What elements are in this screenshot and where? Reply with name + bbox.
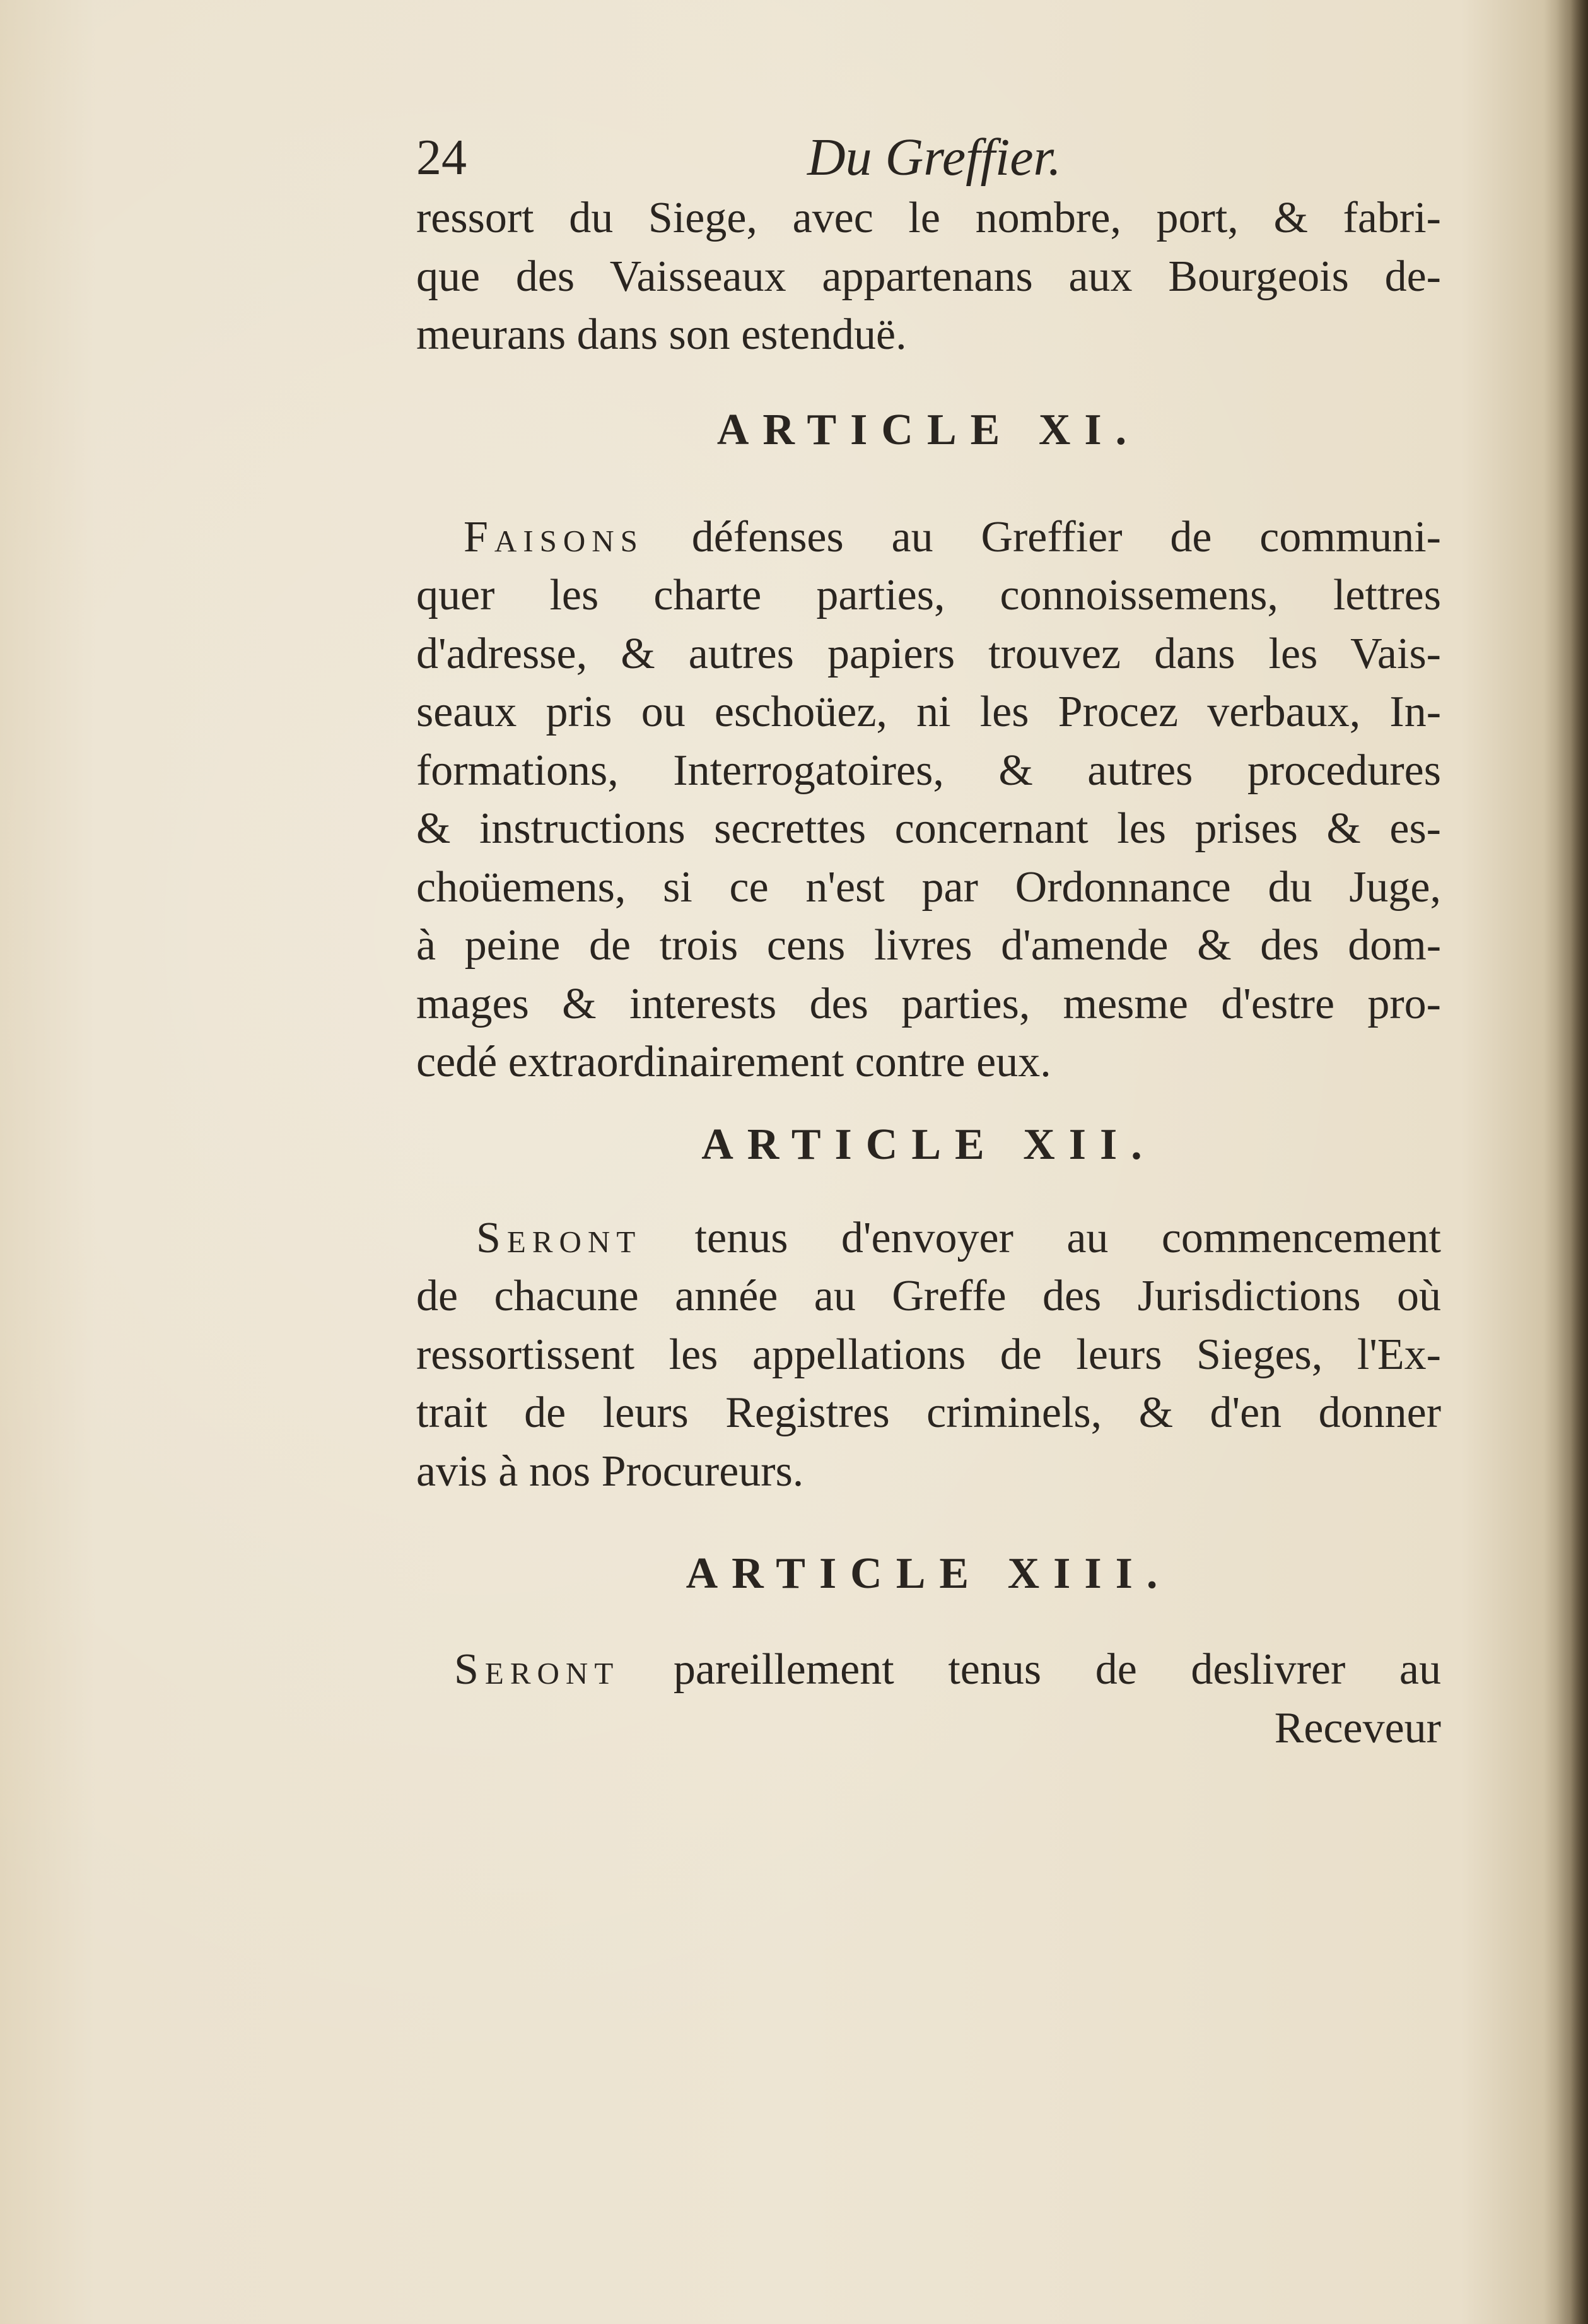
intro-paragraph — [416, 189, 1441, 365]
article-xi-line: seaux pris ou eschoüez, ni les Procez verbaux, In- — [416, 688, 1441, 736]
catchword: Receveur — [1274, 1703, 1441, 1752]
article-xi-line: cedé extraordinairement contre eux. — [416, 1038, 1051, 1086]
article-xi-heading: ARTICLE XI. — [716, 405, 1141, 454]
article-xii-line: ressortissent les appellations de leurs Sieges, l'Ex- — [416, 1330, 1441, 1379]
article-xi-line: à peine de trois cens livres d'amende & des dom- — [416, 921, 1441, 970]
article-xii-first-line — [416, 1209, 1441, 1268]
page-number: 24 — [416, 130, 467, 185]
article-xi-line: quer les charte parties, connoissemens, lettres — [416, 571, 1441, 619]
article-xii-paragraph — [416, 1209, 1441, 1501]
intro-line: ressort du Siege, avec le nombre, port, & fabri- — [416, 194, 1441, 242]
article-xii-line: trait de leurs Registres criminels, & d'en donner — [416, 1388, 1441, 1437]
article-xi-paragraph — [416, 508, 1441, 1092]
running-head — [416, 126, 1441, 189]
article-xiii-paragraph — [416, 1641, 1441, 1699]
binding-gutter-shadow — [1544, 0, 1588, 2324]
running-title: Du Greffier. — [807, 128, 1061, 187]
article-xi-first-line — [416, 508, 1441, 567]
article-xii-line: tenus d'envoyer au commencement — [641, 1213, 1441, 1262]
article-xi-line: choüemens, si ce n'est par Ordonnance du Juge, — [416, 862, 1441, 912]
article-xi-line: formations, Interrogatoires, & autres procedures — [416, 746, 1441, 795]
article-xiii-heading: ARTICLE XIII. — [686, 1549, 1172, 1598]
article-xii-lead-word: Seront — [476, 1213, 642, 1262]
article-xi-line: défenses au Greffier de communi- — [643, 512, 1441, 561]
article-xii-heading: ARTICLE XII. — [701, 1120, 1156, 1169]
article-xiii-first-line — [416, 1641, 1441, 1699]
article-xii-line: de chacune année au Greffe des Jurisdictions où — [416, 1272, 1441, 1320]
article-xi-lead-word: Faisons — [464, 512, 644, 561]
intro-line: que des Vaisseaux appartenans aux Bourgeois de- — [416, 252, 1441, 301]
article-xiii-line: pareillement tenus de deslivrer au — [619, 1645, 1441, 1694]
article-xi-line: & instructions secrettes concernant les prises & es- — [416, 804, 1441, 853]
article-xii-line: avis à nos Procureurs. — [416, 1447, 804, 1496]
text-block — [416, 126, 1441, 1758]
intro-line: meurans dans son estenduë. — [416, 310, 907, 359]
article-xi-line: mages & interests des parties, mesme d'estre pro- — [416, 979, 1441, 1028]
article-xiii-lead-word: Seront — [454, 1645, 620, 1694]
article-xi-line: d'adresse, & autres papiers trouvez dans les Vais- — [416, 629, 1441, 678]
